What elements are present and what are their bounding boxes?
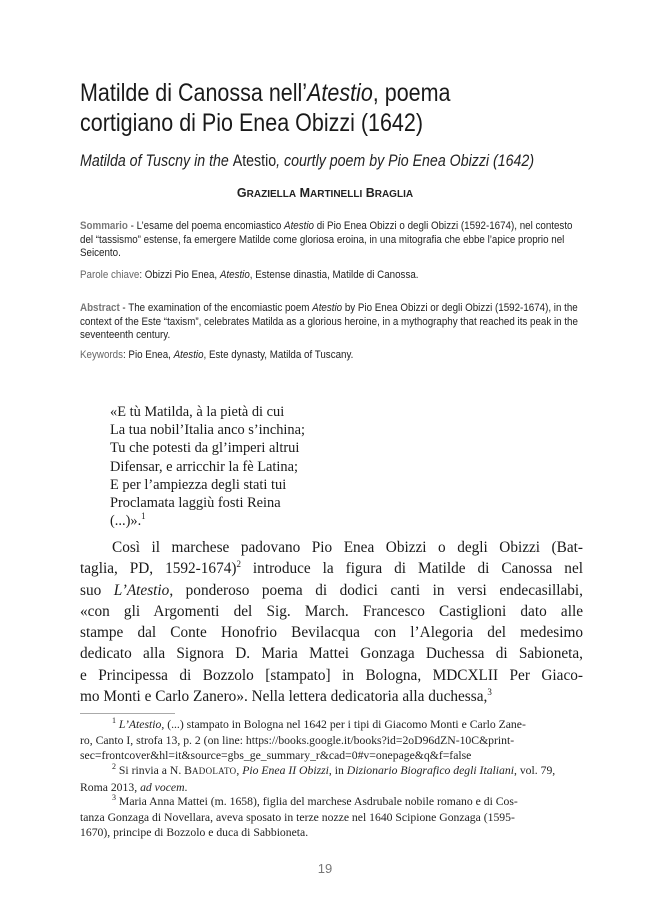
sommario-label: Sommario: [80, 220, 128, 232]
body-line: [80, 580, 583, 601]
footnote-text: ,: [236, 764, 243, 777]
subtitle-text-end: , courtly poem by Pio Enea Obizzi (1642): [276, 152, 535, 170]
author-first-initial: G: [236, 186, 247, 200]
body-paragraph: [80, 537, 583, 707]
footnote-number: 2: [112, 762, 116, 772]
verse-line: «E tù Matilda, à la pietà di cui: [110, 404, 285, 420]
body-line: [80, 686, 583, 707]
footnote-line: [80, 794, 583, 810]
keywords-italic: Atestio: [173, 349, 204, 361]
page-number: 19: [317, 861, 333, 876]
abstract-paragraph: [80, 302, 578, 343]
title-italic-text: Atestio: [307, 79, 373, 107]
footnote-ref-1[interactable]: 1: [141, 511, 146, 522]
footnote-line: [80, 717, 583, 733]
footnote-smallcaps-rest: ADOLATO: [191, 766, 237, 776]
footnote-line: sec=frontcover&hl=it&source=gbs_ge_summary_r&cad=0#v=onepage&q&f=false: [80, 749, 472, 762]
footnote-text: Roma 2013,: [80, 780, 141, 794]
verse-line-text: (...)».: [110, 513, 142, 530]
body-text: taglia, PD, 1592-1674): [80, 560, 237, 578]
abstract-text: - The examination of the encomiastic poem: [119, 302, 313, 314]
footnote-line: 1670), principe di Bozzolo e duca di Sabbioneta.: [80, 826, 309, 839]
parole-text: : Obizzi Pio Enea,: [139, 269, 220, 281]
footnote-text: Si rinvia a N.: [116, 764, 185, 777]
footnote-line: [80, 780, 583, 796]
keywords-paragraph: [80, 349, 578, 363]
parole-chiave-paragraph: [80, 269, 578, 283]
footnote-text: , in: [328, 764, 347, 777]
footnote-smallcaps-initial: B: [184, 764, 192, 777]
footnote-3: [80, 794, 583, 841]
title-text-end: , poema: [372, 79, 451, 107]
verse-line: Proclamata laggiù fosti Reina: [110, 495, 281, 512]
footnote-text: , (...) stampato in Bologna nel 1642 per i tipi di Giacomo Monti e Carlo Zane-: [161, 718, 526, 731]
footnote-1: [80, 717, 583, 764]
body-line: Così il marchese padovano Pio Enea Obizzi o degli Obizzi (Bat-: [112, 539, 583, 556]
verse-line-last: [110, 512, 305, 530]
body-line: dedicato alla Signora D. Maria Mattei Gonzaga Duchessa di Sabioneta,: [80, 645, 583, 663]
footnote-italic: L’Atestio: [118, 718, 162, 731]
body-text: , ponderoso poema di dodici canti in versi endecasillabi,: [169, 581, 583, 599]
footnote-text: Maria Anna Mattei (m. 1658), figlia del marchese Asdrubale nobile romano e di Cos-: [116, 795, 518, 808]
footnote-italic: Dizionario Biografico degli Italiani: [346, 764, 514, 777]
parole-chiave-label: Parole chiave: [80, 269, 140, 281]
body-line: [80, 558, 583, 579]
body-line: «con gli Argomenti del Sig. March. Francesco Castiglioni dato alle: [80, 602, 583, 620]
verse-line: E per l’ampiezza degli stati tui: [110, 476, 287, 493]
keywords-label: Keywords: [80, 349, 123, 361]
footnote-ref-3[interactable]: 3: [487, 686, 492, 697]
abstract-italic: Atestio: [312, 302, 343, 314]
footnote-divider: [80, 713, 175, 714]
footnote-text: .: [184, 780, 188, 794]
article-subtitle: [80, 151, 596, 171]
verse-line: La tua nobil’Italia anco s’inchina;: [110, 422, 305, 439]
abstract-text-end: by Pio Enea Obizzi or degli Obizzi (1592-1674), in the context of the Este “taxism”, celebrates Matilda as a glorious heroine, in a mythography that reached its peak in the seventeenth century.: [80, 302, 578, 341]
title-line-2: cortigiano di Pio Enea Obizzi (1642): [80, 109, 423, 137]
sommario-text: - L’esame del poema encomiastico: [127, 220, 285, 232]
body-text: mo Monti e Carlo Zanero». Nella lettera dedicatoria alla duchessa,: [80, 688, 488, 706]
body-line: e Principessa di Bozzolo [stampato] in Bologna, MDCXLII Per Giaco-: [80, 666, 583, 684]
footnote-ref-2[interactable]: 2: [236, 559, 241, 570]
author-third-rest: RAGLIA: [374, 189, 414, 200]
parole-text-end: , Estense dinastia, Matilde di Canossa.: [249, 269, 419, 281]
verse-line: Difensar, e arricchir la fè Latina;: [110, 458, 298, 475]
sommario-italic: Atestio: [284, 220, 315, 232]
author-first-rest: RAZIELLA: [246, 189, 297, 200]
body-line: stampe dal Conte Honofrio Bevilacqua con l’Alegoria del medesimo: [80, 624, 583, 642]
author-second-initial: M: [299, 186, 310, 200]
footnote-number: 1: [112, 716, 116, 726]
body-text: introduce la figura di Matilde di Canossa nel: [240, 560, 583, 578]
body-text: suo: [80, 581, 114, 599]
abstract-label: Abstract: [80, 302, 120, 314]
title-text: Matilde di Canossa nell’: [80, 79, 308, 107]
subtitle-text: Matilda of Tuscny in the: [80, 152, 233, 170]
footnote-text: , vol. 79,: [513, 764, 556, 777]
body-italic: L’Atestio: [113, 581, 170, 599]
article-title: [80, 78, 510, 138]
author-second-rest: ARTINELLI: [310, 189, 363, 200]
footnote-italic: ad vocem: [140, 780, 185, 794]
subtitle-roman-text: Atestio: [232, 152, 277, 170]
sommario-text-end: di Pio Enea Obizzi o degli Obizzi (1592-1674), nel contesto del “tassismo” estense, fa emergere Matilde come gloriosa eroina, in una mitografia che ebbe l’apice proprio nel Seicento.: [80, 220, 573, 259]
footnote-line: [80, 763, 583, 780]
author-third-initial: B: [365, 186, 375, 200]
keywords-text: : Pio Enea,: [122, 349, 174, 361]
footnote-number: 3: [112, 793, 116, 803]
footnote-line: tanza Gonzaga di Novellara, aveva sposato in terze nozze nel 1640 Scipione Gonzaga (1595-: [80, 810, 515, 824]
footnote-italic: Pio Enea II Obizzi: [242, 764, 329, 777]
verse-line: Tu che potesti da gl’imperi altrui: [110, 440, 300, 457]
parole-italic: Atestio: [219, 269, 250, 281]
author-name: [0, 186, 650, 200]
verse-quotation: [110, 403, 305, 530]
footnote-2: [80, 763, 583, 795]
footnote-line: ro, Canto I, strofa 13, p. 2 (on line: https://books.google.it/books?id=2oD96dZN-10C&print-: [80, 733, 515, 747]
keywords-text-end: , Este dynasty, Matilda of Tuscany.: [203, 349, 354, 361]
sommario-paragraph: [80, 220, 578, 261]
